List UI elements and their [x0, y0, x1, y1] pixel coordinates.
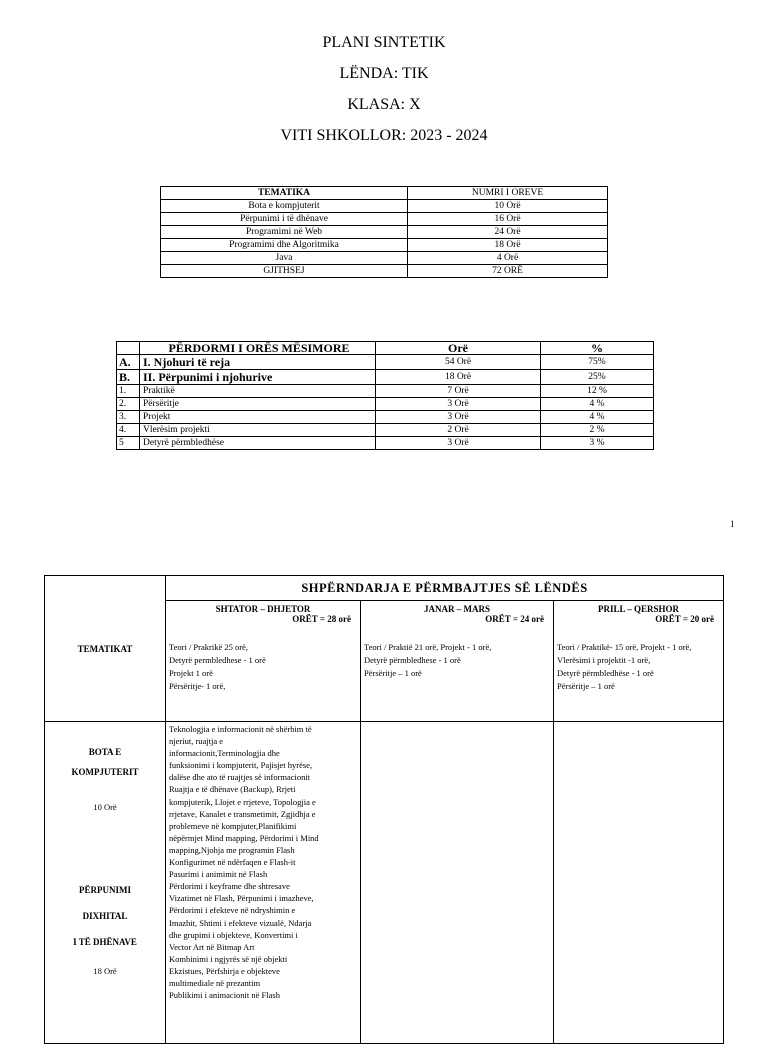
theme-hours: 16 Orë — [408, 213, 608, 226]
content-line: Konfigurimet në ndërfaqen e Flash-it — [169, 857, 296, 868]
row-index: A. — [117, 355, 140, 370]
topic-title: DIXHITAL — [82, 911, 128, 921]
theme-name: Programimi dhe Algoritmika — [161, 239, 408, 252]
row-hours: 3 Orë — [376, 398, 541, 411]
topic-title: KOMPJUTERIT — [71, 767, 139, 777]
row-label: Vlerësim projekti — [140, 424, 376, 437]
empty-cell-jan-mar — [361, 722, 554, 1044]
theme-hours: 4 Orë — [408, 252, 608, 265]
subject-line: LËNDA: TIK — [339, 65, 429, 82]
period-detail: Teori / Praktië 21 orë, Projekt - 1 orë, — [364, 642, 492, 652]
content-line: Përdorimi i keyframe dhe shtresave — [169, 881, 290, 892]
period-detail: Detyrë përmbledhëse - 1 orë — [557, 668, 654, 678]
row-index: B. — [117, 370, 140, 385]
row-index: 4. — [117, 424, 140, 437]
theme-hours: 18 Orë — [408, 239, 608, 252]
period-sep-dec — [166, 601, 361, 722]
period-detail: Përsëritje – 1 orë — [557, 681, 615, 691]
content-line: funksionimi i kompjuterit, Pajisjet hyrëse, — [169, 760, 313, 771]
content-line: Ruajtja e të dhënave (Backup), Rrjeti — [169, 784, 296, 795]
period-detail: Teori / Prakrikë 25 orë, — [169, 642, 248, 652]
content-line: njeriut, ruajtja e — [169, 736, 224, 747]
row-label: I. Njohuri të reja — [140, 355, 376, 370]
topic-row — [45, 722, 724, 1044]
row-percent: 4 % — [541, 411, 654, 424]
table-row — [117, 411, 654, 424]
row-hours: 18 Orë — [376, 370, 541, 385]
column-header-usage: PËRDORMI I ORËS MËSIMORE — [140, 342, 376, 355]
content-line: nëpërmjet Mind mapping, Përdorimi i Mind — [169, 832, 319, 843]
empty-cell-apr-jun — [554, 722, 724, 1044]
period-apr-jun — [554, 601, 724, 722]
period-name: PRILL – QERSHOR — [597, 604, 680, 614]
row-index: 1. — [117, 385, 140, 398]
period-name: SHTATOR – DHJETOR — [215, 604, 311, 614]
row-label: Praktikë — [140, 385, 376, 398]
topic-title: PËRPUNIMI — [79, 885, 131, 895]
content-line: informacionit,Terminologjia dhe — [169, 748, 280, 759]
table-row — [161, 213, 608, 226]
period-jan-mar — [361, 601, 554, 722]
theme-name: Përpunimi i të dhënave — [161, 213, 408, 226]
period-detail: Përsëritje – 1 orë — [364, 668, 422, 678]
column-header-percent: % — [541, 342, 654, 355]
row-hours: 2 Orë — [376, 424, 541, 437]
theme-hours: 24 Orë — [408, 226, 608, 239]
topic-hours: 10 Orë — [93, 802, 117, 812]
row-percent: 3 % — [541, 437, 654, 450]
content-line: mapping,Njohja me programin Flash — [169, 844, 295, 855]
themes-hours-table — [160, 186, 608, 278]
table-row — [117, 424, 654, 437]
period-name: JANAR – MARS — [424, 604, 490, 614]
period-detail: Vlerësimi i projektit -1 orë, — [557, 655, 651, 665]
row-label: Përsëritje — [140, 398, 376, 411]
table-header-row — [117, 342, 654, 355]
row-index: 2. — [117, 398, 140, 411]
row-hours: 54 Orë — [376, 355, 541, 370]
theme-name: Java — [161, 252, 408, 265]
column-header-index — [117, 342, 140, 355]
table-row — [117, 398, 654, 411]
period-detail: Projekt 1 orë — [169, 668, 213, 678]
period-detail: Detyrë përmbledhese - 1 orë — [364, 655, 461, 665]
table-row — [161, 265, 608, 278]
topic-hours: 18 Orë — [93, 966, 117, 976]
column-header-tematika: TEMATIKA — [161, 187, 408, 200]
theme-hours: 72 ORË — [408, 265, 608, 278]
column-header-hours: NUMRI I OREVE — [408, 187, 608, 200]
table-row — [117, 355, 654, 370]
lesson-hour-usage-table — [116, 341, 654, 450]
row-hours: 7 Orë — [376, 385, 541, 398]
topics-cell — [45, 722, 166, 1044]
plan-title: PLANI SINTETIK — [322, 34, 446, 51]
school-year-line: VITI SHKOLLOR: 2023 - 2024 — [280, 127, 488, 144]
theme-hours: 10 Orë — [408, 200, 608, 213]
class-line: KLASA: X — [347, 96, 421, 113]
tematikat-header: TEMATIKAT — [45, 576, 166, 722]
column-header-hours: Orë — [376, 342, 541, 355]
row-percent: 75% — [541, 355, 654, 370]
content-line: Përdorimi i efekteve në ndryshimin e — [169, 905, 296, 916]
distribution-title: SHPËRNDARJA E PËRMBAJTJES SË LËNDËS — [166, 576, 724, 601]
period-hours: ORËT = 20 orë — [655, 614, 714, 624]
topic-content-cell — [166, 722, 361, 1044]
content-line: dalëse dhe ato të ruajtjes së informacionit — [169, 772, 311, 783]
content-distribution-table — [44, 575, 724, 1044]
content-line: problemeve në kompjuter,Planifikimi — [169, 820, 297, 831]
period-detail: Detyrë permbledhese - 1 orë — [169, 655, 266, 665]
content-line: Vector Art në Bitmap Art — [169, 941, 255, 952]
theme-name: GJITHSEJ — [161, 265, 408, 278]
row-index: 5 — [117, 437, 140, 450]
topic-title: I TË DHËNAVE — [73, 937, 137, 947]
table-header-row — [45, 576, 724, 601]
row-percent: 12 % — [541, 385, 654, 398]
page-number: 1 — [730, 519, 735, 529]
row-label: Detyrë përmbledhëse — [140, 437, 376, 450]
content-line: kompjuterik, Llojet e rrjeteve, Topologjia e — [169, 796, 316, 807]
topic-title: BOTA E — [88, 747, 122, 757]
content-line: Vizatimet në Flash, Përpunimi i imazheve, — [169, 893, 314, 904]
table-row — [117, 370, 654, 385]
period-detail: Teori / Praktikë- 15 orë, Projekt - 1 orë, — [557, 642, 692, 652]
period-hours: ORËT = 28 orë — [292, 614, 351, 624]
content-line: Publikimi i animacionit në Flash — [169, 990, 280, 1001]
table-header-row — [161, 187, 608, 200]
theme-name: Programimi në Web — [161, 226, 408, 239]
table-row — [117, 437, 654, 450]
row-index: 3. — [117, 411, 140, 424]
content-line: Pasurimi i animimit në Flash — [169, 869, 268, 880]
row-label: Projekt — [140, 411, 376, 424]
row-percent: 4 % — [541, 398, 654, 411]
table-row — [161, 239, 608, 252]
content-line: rrjetave, Kanalet e transmetimit, Zgjidhja e — [169, 808, 316, 819]
content-line: Kombinimi i ngjyrës së një objekti — [169, 953, 288, 964]
period-hours: ORËT = 24 orë — [485, 614, 544, 624]
content-line: dhe grupimi i objekteve, Konvertimi i — [169, 929, 298, 940]
table-row — [117, 385, 654, 398]
content-line: Ekzistues, Përfshirja e objekteve — [169, 965, 280, 976]
row-percent: 25% — [541, 370, 654, 385]
content-line: multimediale në prezantim — [169, 977, 261, 988]
row-hours: 3 Orë — [376, 411, 541, 424]
row-label: II. Përpunimi i njohurive — [140, 370, 376, 385]
theme-name: Bota e kompjuterit — [161, 200, 408, 213]
content-line: Imazhit, Shtimi i efekteve vizualë, Ndarja — [169, 917, 312, 928]
period-detail: Përsëritje- 1 orë, — [169, 681, 226, 691]
content-line: Teknologjia e informacionit në shërbim të — [169, 724, 312, 734]
row-hours: 3 Orë — [376, 437, 541, 450]
table-row — [161, 252, 608, 265]
table-row — [161, 200, 608, 213]
table-row — [161, 226, 608, 239]
row-percent: 2 % — [541, 424, 654, 437]
